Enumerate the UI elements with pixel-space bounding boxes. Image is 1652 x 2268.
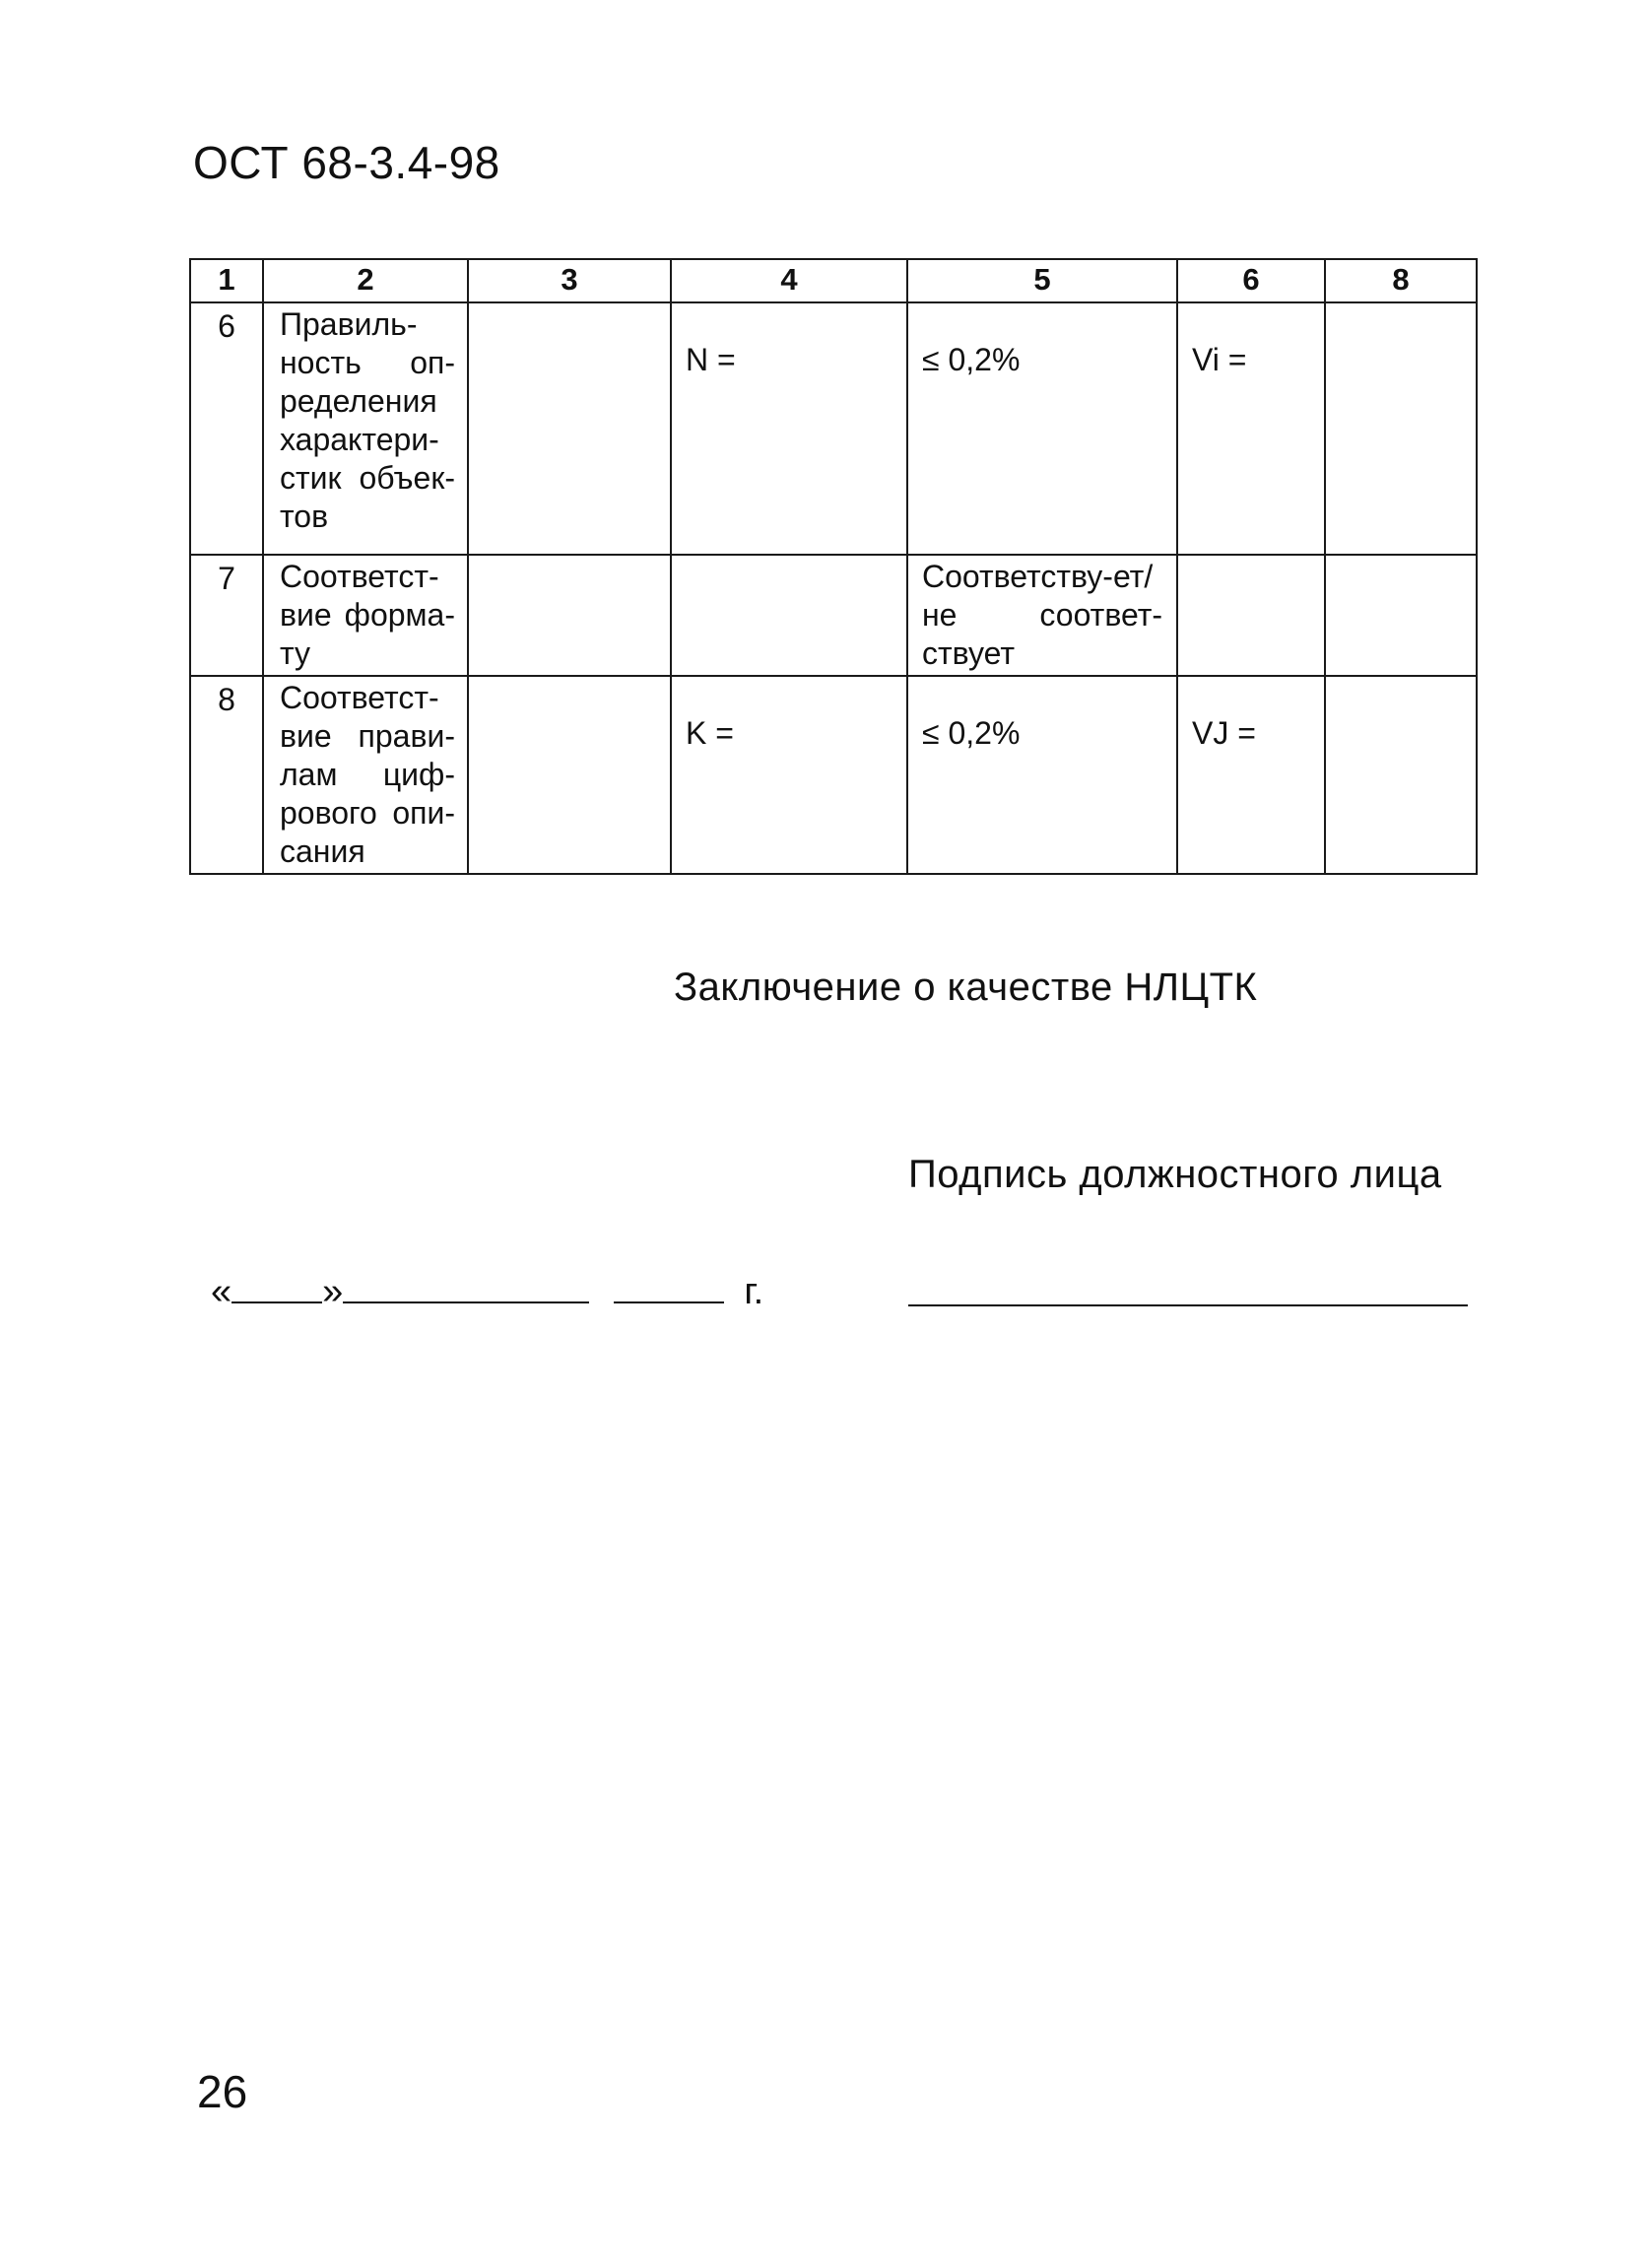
- column-header: 5: [907, 259, 1177, 302]
- row-col6-value: Vi =: [1192, 342, 1247, 377]
- row-col6-value: VJ =: [1192, 715, 1256, 751]
- row-col5-value: Соответству-ет/не соответ-ствует: [922, 559, 1162, 671]
- column-header: 6: [1177, 259, 1325, 302]
- row-criterion: Соответст-вие прави-лам циф-рового опи-сания: [263, 676, 468, 874]
- row-col6: [1177, 302, 1325, 555]
- day-blank: [231, 1272, 322, 1303]
- year-suffix: г.: [744, 1271, 764, 1312]
- column-header: 8: [1325, 259, 1477, 302]
- row-criterion: Правиль-ность оп-ределения характери-стик объек-тов: [263, 302, 468, 555]
- row-col3: [468, 676, 671, 874]
- row-col5: [907, 676, 1177, 874]
- page-number: 26: [197, 2066, 248, 2117]
- table-row: [190, 676, 1477, 874]
- row-col8: [1325, 302, 1477, 555]
- column-header: 1: [190, 259, 263, 302]
- row-col5: [907, 555, 1177, 676]
- column-header: 2: [263, 259, 468, 302]
- table-header-row: [190, 259, 1477, 302]
- signature-line: [908, 1304, 1468, 1306]
- row-col4: [671, 555, 907, 676]
- conclusion-title: Заключение о качестве НЛЦТК: [674, 966, 1258, 1009]
- row-col6: [1177, 676, 1325, 874]
- row-number: 7: [190, 555, 263, 676]
- document-code: ОСТ 68-3.4-98: [193, 137, 500, 188]
- row-col5-value: ≤ 0,2%: [922, 715, 1021, 751]
- row-col4-value: N =: [686, 342, 736, 377]
- row-col4: [671, 302, 907, 555]
- row-col8: [1325, 676, 1477, 874]
- row-col4-value: K =: [686, 715, 734, 751]
- table-row: [190, 302, 1477, 555]
- row-criterion: Соответст-вие форма-ту: [263, 555, 468, 676]
- row-col5: [907, 302, 1177, 555]
- table-row: [190, 555, 1477, 676]
- year-blank: [614, 1272, 724, 1303]
- row-col6: [1177, 555, 1325, 676]
- quality-table: [189, 258, 1478, 875]
- column-header: 3: [468, 259, 671, 302]
- row-col3: [468, 302, 671, 555]
- row-col8: [1325, 555, 1477, 676]
- row-number: 8: [190, 676, 263, 874]
- row-col5-value: ≤ 0,2%: [922, 342, 1021, 377]
- column-header: 4: [671, 259, 907, 302]
- row-col4: [671, 676, 907, 874]
- close-quote: »: [322, 1271, 344, 1312]
- signature-label: Подпись должностного лица: [908, 1153, 1442, 1196]
- open-quote: «: [211, 1271, 232, 1312]
- row-number: 6: [190, 302, 263, 555]
- month-blank: [343, 1272, 589, 1303]
- date-field: [211, 1271, 763, 1313]
- row-col3: [468, 555, 671, 676]
